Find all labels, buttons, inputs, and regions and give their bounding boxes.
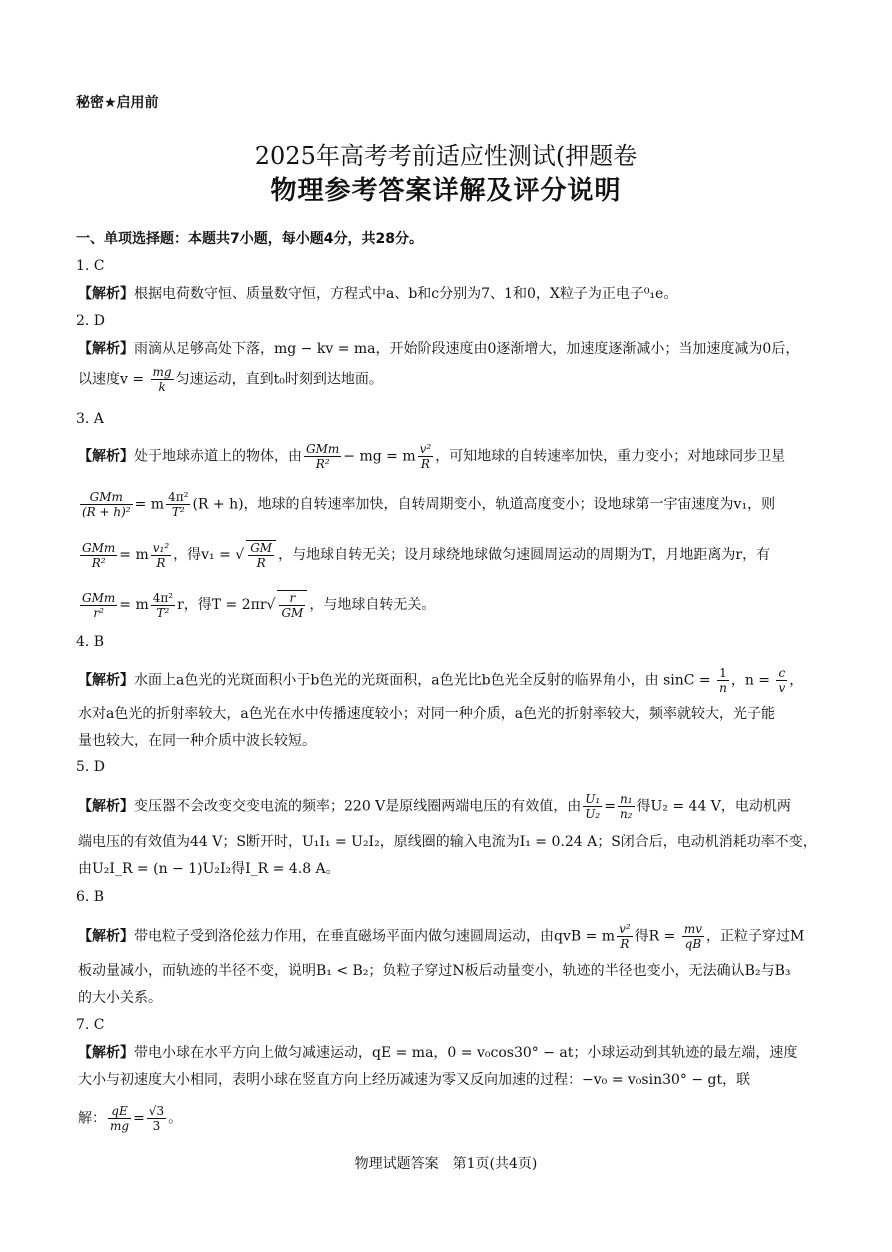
fraction: $\frac{√3}{3}$ <box>148 1104 165 1133</box>
q4-explanation-line2: 水对a色光的折射率较大，a色光在水中传播速度较小；对同一种介质，a色光的折射率较大，频率就较大，光子能 <box>78 706 776 722</box>
exam-title: 2025年高考考前适应性测试(押题卷 <box>254 142 638 170</box>
sqrt-fraction: $\frac{GM}{R}$ <box>246 540 276 570</box>
q3-explanation-line2: $\frac{\text{GMm}}{\text{(R + h)²}}$ = m $\frac{\text{4π²}}{\text{T²}}$ (R + h)，地球的自转速率加快，自转周期变小，轨道高度变小；设地球第一宇宙速度为v₁，则 <box>82 490 776 519</box>
q7-explanation-line1: 【解析】带电小球在水平方向上做匀减速运动，qE = ma，0 = v₀cos30° − at；小球运动到其轨迹的最左端，速度 <box>78 1045 798 1061</box>
fraction: $\frac{\text{n₁}}{\text{n₂}}$ <box>619 792 633 821</box>
q4-explanation-line3: 量也较大，在同一种介质中波长较短。 <box>78 733 316 749</box>
fraction: $\frac{\text{4π²}}{\text{T²}}$ <box>152 590 174 620</box>
analysis-tag: 【解析】 <box>78 286 134 302</box>
q2-explanation-line1: 【解析】雨滴从足够高处下落，mg − kv = ma，开始阶段速度由0逐渐增大，加速度逐渐减小；当加速度减为0后， <box>78 341 800 357</box>
q5-explanation-line3: 由U₂I_R = (n − 1)U₂I₂得I_R = 4.8 A。 <box>78 861 340 877</box>
fraction: $\frac{qE}{mg}$ <box>110 1104 130 1133</box>
q3-explanation-line3: $\frac{\text{GMm}}{\text{R²}}$ = m $\frac{\text{v₁²}}{R}$ ，得v₁ = √ $\frac{GM}{R}$ ，与地球自转无关；设月球绕地球做匀速圆周运动的周期为T，月地距离为r，有 <box>82 540 771 570</box>
fraction: $\frac{\text{U₁}}{\text{U₂}}$ <box>585 792 601 821</box>
q5-explanation-line1: 【解析】变压器不会改变交变电流的频率；220 V是原线圈两端电压的有效值，由 $\frac{\text{U₁}}{\text{U₂}}$ = $\frac{\text{n₁}}{\text{n₂}}$ 得U₂ = 44 V，电动机两 <box>78 792 791 821</box>
fraction: $\frac{\text{GMm}}{\text{R²}}$ <box>82 540 116 570</box>
q6-answer: 6. B <box>76 889 105 905</box>
fraction: $\frac{c}{v}$ <box>778 666 786 695</box>
q5-answer: 5. D <box>76 759 106 775</box>
answer-title: 物理参考答案详解及评分说明 <box>270 176 622 206</box>
q1-explanation: 【解析】根据电荷数守恒、质量数守恒，方程式中a、b和c分别为7、1和0，X粒子为正电子⁰₁e。 <box>78 286 678 302</box>
q2-explanation-line2: 以速度v = $\frac{mg}{k}$ 匀速运动，直到t₀时刻到达地面。 <box>78 365 383 394</box>
q2-answer: 2. D <box>76 313 106 329</box>
q3-answer: 3. A <box>76 411 104 427</box>
fraction: $\frac{mv}{qB}$ <box>683 922 703 951</box>
section-heading: 一、单项选择题：本题共7小题，每小题4分，共28分。 <box>76 231 423 247</box>
q1-answer: 1. C <box>76 258 105 274</box>
q4-explanation-line1: 【解析】水面上a色光的光斑面积小于b色光的光斑面积，a色光比b色光全反射的临界角小，由 sinC = $\frac{1}{n}$ ，n = $\frac{c}{v}$ ， <box>78 666 804 695</box>
q5-explanation-line2: 端电压的有效值为44 V；S断开时，U₁I₁ = U₂I₂，原线圈的输入电流为I₁ = 0.24 A；S闭合后，电动机消耗功率不变， <box>78 834 817 850</box>
sqrt-fraction: $\frac{r}{GM}$ <box>277 590 307 620</box>
fraction: $\frac{1}{n}$ <box>719 666 727 695</box>
q6-explanation-line2: 板动量减小，而轨迹的半径不变，说明B₁ < B₂；负粒子穿过N板后动量变小，轨迹的半径也变小，无法确认B₂与B₃ <box>78 963 791 979</box>
fraction: $\frac{mg}{k}$ <box>152 365 172 394</box>
q7-answer: 7. C <box>76 1017 105 1033</box>
fraction: $\frac{\text{GMm}}{\text{R²}}$ <box>306 442 340 471</box>
q6-explanation-line3: 的大小关系。 <box>78 990 162 1006</box>
q3-explanation-line4: $\frac{\text{GMm}}{\text{r²}}$ = m $\frac{\text{4π²}}{\text{T²}}$ r，得T = 2πr√ $\frac{r}{GM}$ ，与地球自转无关。 <box>82 590 436 620</box>
fraction: $\frac{\text{GMm}}{\text{(R + h)²}}$ <box>82 490 131 519</box>
fraction: $\frac{\text{v₁²}}{R}$ <box>152 540 170 570</box>
q3-explanation-line1: 【解析】处于地球赤道上的物体，由 $\frac{\text{GMm}}{\text{R²}}$ − mg = m $\frac{\text{v²}}{R}$ ，可知地球的自转速率加快，重力变小；对地球同步卫星 <box>78 442 786 471</box>
q6-explanation-line1: 【解析】带电粒子受到洛伦兹力作用，在垂直磁场平面内做匀速圆周运动，由qvB = m $\frac{\text{v²}}{R}$ 得R = $\frac{mv}{qB}$ ，正粒子穿过M <box>78 922 805 951</box>
page-footer: 物理试题答案 第1页(共4页) <box>354 1156 538 1172</box>
fraction: $\frac{\text{GMm}}{\text{r²}}$ <box>82 590 116 620</box>
q7-explanation-line3: 解： $\frac{qE}{mg}$ = $\frac{√3}{3}$ 。 <box>78 1104 183 1133</box>
fraction: $\frac{\text{v²}}{R}$ <box>419 442 432 471</box>
fraction: $\frac{\text{4π²}}{\text{T²}}$ <box>168 490 189 519</box>
confidential-label: 秘密★启用前 <box>76 95 159 111</box>
q7-explanation-line2: 大小与初速度大小相同，表明小球在竖直方向上经历减速为零又反向加速的过程：−v₀ = v₀sin30° − gt，联 <box>78 1072 751 1088</box>
q4-answer: 4. B <box>76 634 105 650</box>
fraction: $\frac{\text{v²}}{R}$ <box>619 922 631 951</box>
